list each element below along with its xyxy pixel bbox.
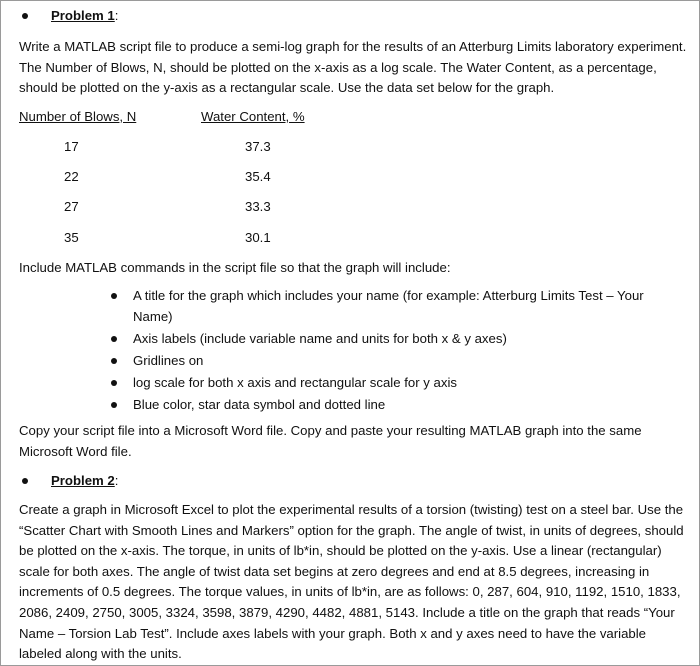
list-item-text: Gridlines on (133, 352, 204, 368)
list-item-text: log scale for both x axis and rectangular scale for y axis (133, 374, 457, 390)
bullet-icon (111, 402, 117, 408)
list-item (108, 329, 683, 350)
table-cell-blows: 17 (64, 139, 79, 154)
table-cell-water: 30.1 (245, 230, 271, 245)
problem2-heading: Problem 2 (51, 473, 115, 488)
list-item (108, 373, 683, 394)
bullet-icon (22, 13, 28, 19)
problem2-heading-row (22, 471, 118, 492)
problem1-intro: Write a MATLAB script file to produce a semi-log graph for the results of an Atterburg Limits laboratory experiment. The Number of Blows, N, should be plotted on the x-axis as a log scale. The Water Content, as a percentage, should be plotted on the y-axis as a rectangular scale. Use the data set below for the graph. (19, 39, 687, 96)
list-item-text: A title for the graph which includes your name (for example: Atterburg Limits Test – Your Name) (133, 288, 644, 324)
bullet-icon (111, 380, 117, 386)
bullet-icon (111, 358, 117, 364)
list-item (108, 395, 683, 416)
bullet-icon (22, 478, 28, 484)
copy-instructions: Copy your script file into a Microsoft Word file. Copy and paste your resulting MATLAB graph into the same Microsoft Word file. (19, 423, 642, 459)
requirements-list (108, 286, 683, 417)
problem2-heading-colon: : (114, 473, 119, 488)
table-cell-water: 37.3 (245, 139, 271, 154)
table-cell-blows: 27 (64, 199, 79, 214)
include-instructions: Include MATLAB commands in the script file so that the graph will include: (19, 260, 451, 275)
list-item-text: Blue color, star data symbol and dotted line (133, 396, 386, 412)
problem1-heading: Problem 1 (51, 8, 115, 23)
bullet-icon (111, 336, 117, 342)
list-item (108, 286, 683, 327)
table-header-water-content: Water Content, % (201, 109, 305, 124)
table-header-blows: Number of Blows, N (19, 109, 137, 124)
problem2-body: Create a graph in Microsoft Excel to plot the experimental results of a torsion (twisting) test on a steel bar. Use the “Scatter Chart with Smooth Lines and Markers” option for the graph. The angle of twist, in units of degrees, should be plotted on the x-axis. The torque, in units of lb*in, should be plotted on the y-axis. Use a linear (rectangular) scale for both axes. The angle of twist data set begins at zero degrees and end at 8.5 degrees, increasing in increments of 0.5 degrees. The torque values, in units of lb*in, are as follows: 0, 287, 604, 910, 1192, 1510, 1833, 2086, 2409, 2750, 3005, 3324, 3598, 3879, 4290, 4482, 4881, 5143. Include a title on the graph that reads “Your Name – Torsion Lab Test”. Include axes labels with your graph. Both x and y axes need to have the variable labeled along with the units. (19, 502, 684, 662)
bullet-icon (111, 293, 117, 299)
table-cell-blows: 22 (64, 169, 79, 184)
list-item (108, 351, 683, 372)
problem1-heading-row (22, 6, 118, 27)
table-cell-water: 33.3 (245, 199, 271, 214)
problem1-heading-colon: : (114, 8, 119, 23)
list-item-text: Axis labels (include variable name and units for both x & y axes) (133, 330, 507, 346)
table-cell-water: 35.4 (245, 169, 271, 184)
table-cell-blows: 35 (64, 230, 79, 245)
